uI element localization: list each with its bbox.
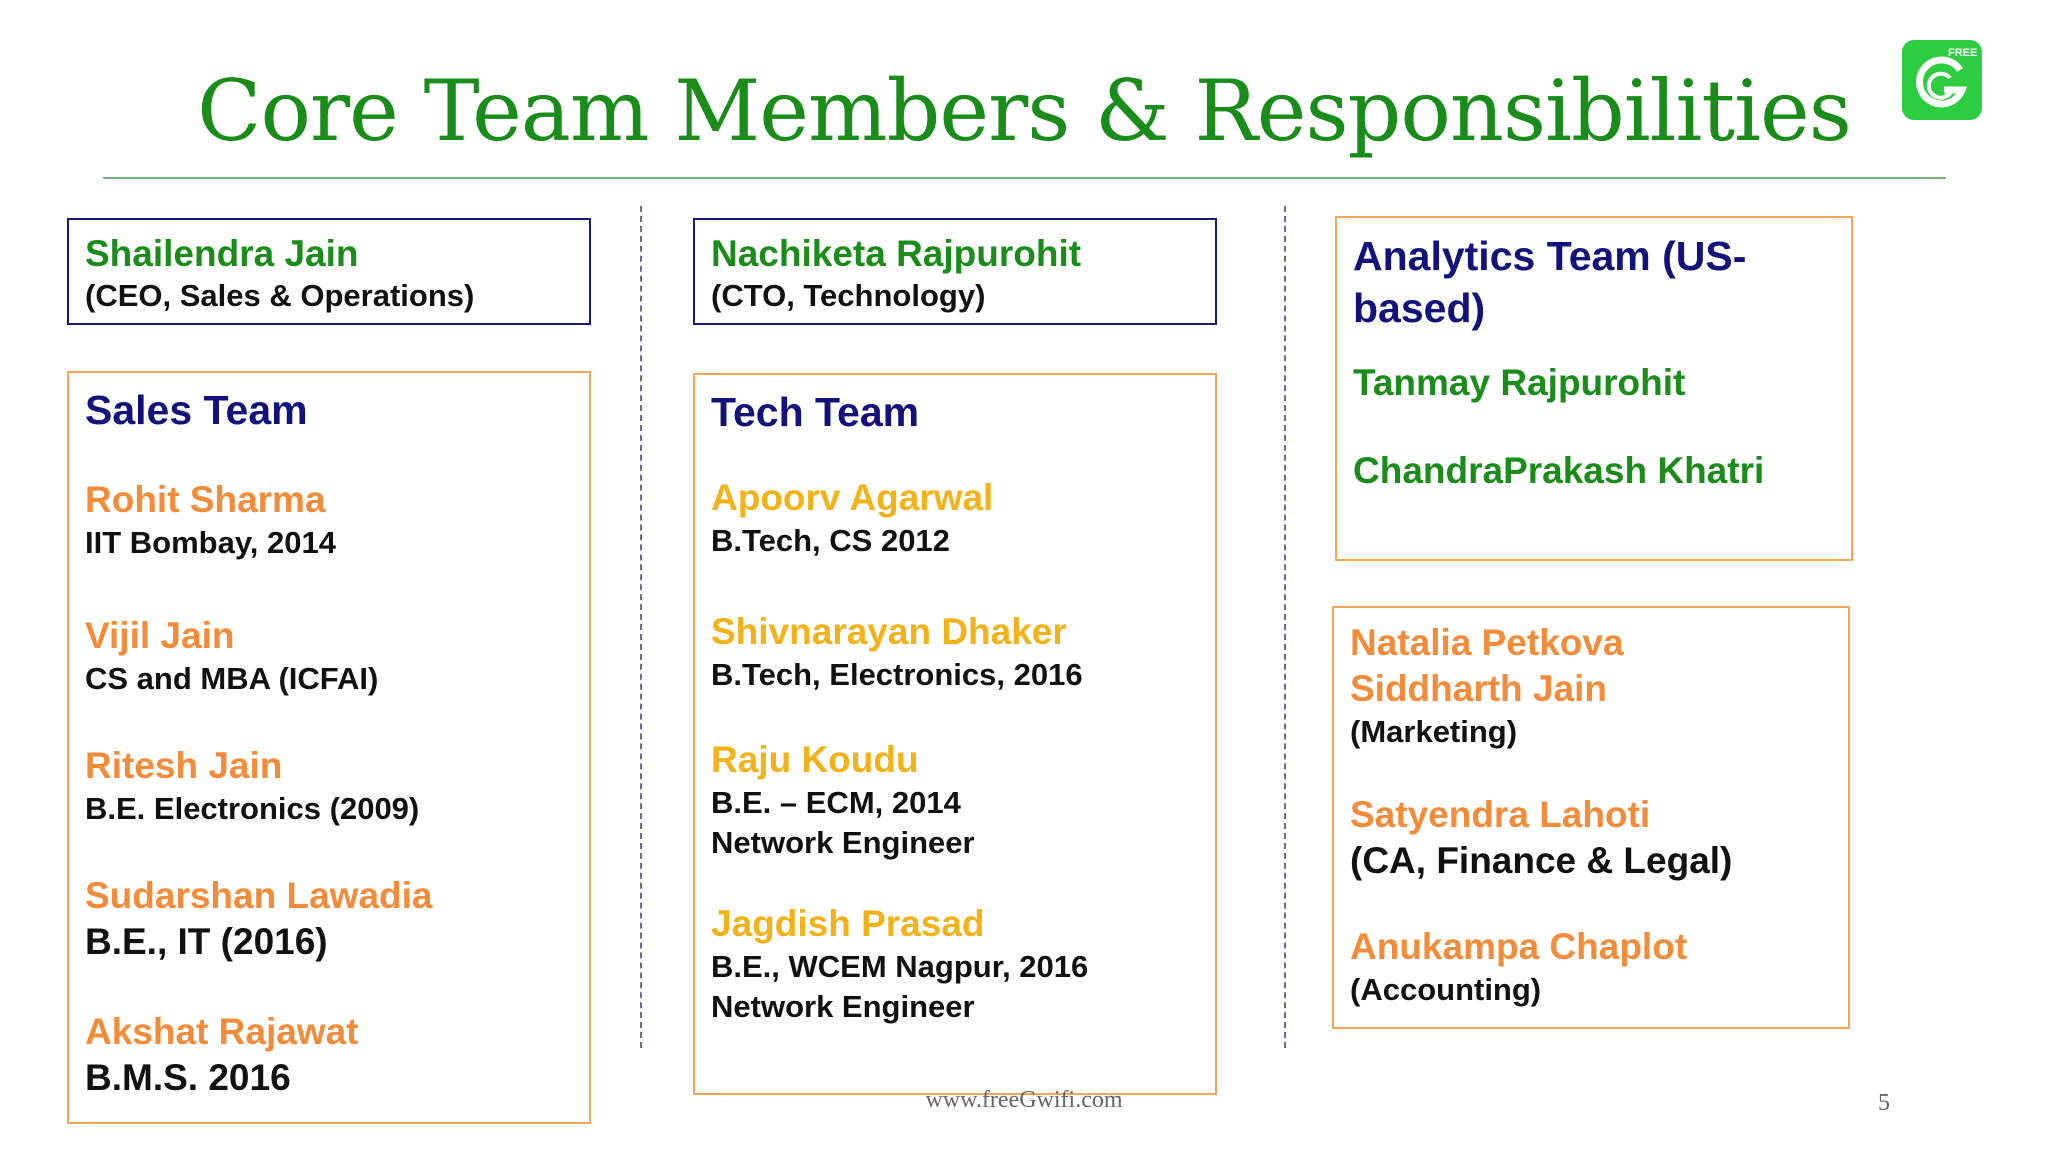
finance-member: Satyendra Lahoti [1350, 794, 1651, 835]
column-divider-1 [640, 206, 642, 1048]
tech-member: Apoorv Agarwal B.Tech, CS 2012 [711, 477, 994, 558]
sales-member: Vijil Jain CS and MBA (ICFAI) [85, 615, 379, 696]
page-title: Core Team Members & Responsibilities [197, 62, 1851, 160]
tech-team-heading: Tech Team [711, 389, 920, 435]
finance-role: (CA, Finance & Legal) [1350, 840, 1733, 881]
analytics-member: ChandraPrakash Khatri [1353, 450, 1765, 491]
sales-team-box [67, 371, 591, 1124]
title-divider [103, 177, 1946, 179]
analytics-team-box [1335, 216, 1853, 561]
cto-role: (CTO, Technology) [711, 278, 986, 313]
accounting-role: (Accounting) [1350, 972, 1542, 1007]
analytics-member: Tanmay Rajpurohit [1353, 362, 1686, 403]
column-divider-2 [1284, 206, 1286, 1048]
sales-member: Akshat Rajawat B.M.S. 2016 [85, 1011, 359, 1098]
tech-team-box [693, 373, 1217, 1095]
accounting-member: Anukampa Chaplot [1350, 926, 1688, 967]
ceo-box [67, 218, 591, 325]
ceo-name: Shailendra Jain [85, 233, 359, 274]
sales-member: Rohit Sharma IIT Bombay, 2014 [85, 479, 336, 560]
analytics-heading-line1: Analytics Team (US- [1353, 233, 1747, 279]
tech-member: Shivnarayan Dhaker B.Tech, Electronics, 2016 [711, 611, 1083, 692]
tech-member: Raju Koudu B.E. – ECM, 2014 Network Engineer [711, 739, 975, 860]
other-roles-box [1332, 606, 1850, 1029]
logo-text: FREE [1948, 47, 1978, 59]
analytics-heading-line2: based) [1353, 285, 1486, 331]
ceo-role: (CEO, Sales & Operations) [85, 278, 475, 313]
marketing-member: Natalia Petkova [1350, 622, 1624, 663]
sales-member: Sudarshan Lawadia B.E., IT (2016) [85, 875, 433, 962]
cto-box [693, 218, 1217, 325]
tech-member: Jagdish Prasad B.E., WCEM Nagpur, 2016 Network Engineer [711, 903, 1089, 1024]
marketing-member: Siddharth Jain [1350, 668, 1607, 709]
free-g-wifi-logo-icon [1902, 40, 1982, 120]
sales-team-heading: Sales Team [85, 387, 308, 433]
marketing-role: (Marketing) [1350, 714, 1518, 749]
footer-url: www.freeGwifi.com [925, 1087, 1123, 1113]
page-number: 5 [1878, 1090, 1890, 1116]
sales-member: Ritesh Jain B.E. Electronics (2009) [85, 745, 420, 826]
cto-name: Nachiketa Rajpurohit [711, 233, 1082, 274]
